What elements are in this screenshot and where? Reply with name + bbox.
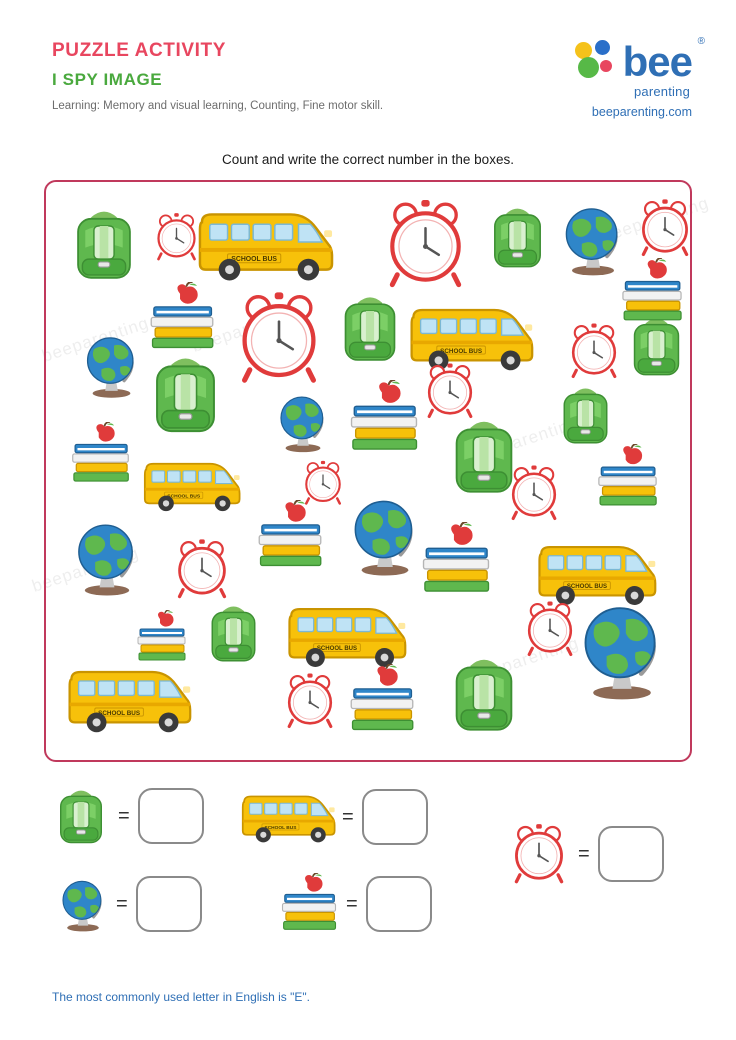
globe-icon [80, 330, 143, 400]
answer-box-bus[interactable] [362, 789, 428, 845]
logo-url: beeparenting.com [591, 105, 692, 119]
bus-icon [142, 456, 241, 514]
clock-icon [236, 290, 322, 386]
clock-icon [424, 362, 476, 420]
answer-box-books[interactable] [366, 876, 432, 932]
books-icon [418, 522, 494, 598]
logo-dots-icon [573, 40, 619, 84]
instruction-text: Count and write the correct number in the boxes. [222, 152, 514, 167]
watermark: beeparenting [469, 413, 582, 466]
answer-row-bus [240, 789, 428, 845]
footer-fact: The most commonly used letter in English is "E". [52, 990, 310, 1004]
answer-row-books [278, 873, 432, 935]
answer-row-backpack [50, 785, 204, 847]
backpack-icon [336, 290, 404, 366]
logo-tagline: parenting [633, 84, 690, 99]
books-icon [68, 422, 133, 487]
logo-word-text: bee [622, 38, 692, 85]
watermark: beeparenting [39, 313, 152, 366]
globe-icon [56, 875, 110, 933]
backpack-icon [50, 785, 112, 847]
page-subtitle: I SPY IMAGE [52, 70, 163, 89]
equals-sign: = [342, 805, 354, 828]
clock-icon [508, 464, 560, 522]
learning-objectives: Learning: Memory and visual learning, Counting, Fine motor skill. [52, 100, 384, 112]
equals-sign: = [346, 892, 358, 915]
clock-icon [524, 600, 576, 658]
puzzle-board [44, 180, 692, 762]
clock-icon [384, 198, 467, 290]
backpack-icon [68, 204, 140, 284]
answer-row-globe [56, 875, 202, 933]
brand-logo[interactable] [532, 36, 704, 119]
backpack-icon [486, 202, 549, 272]
globe-icon [574, 596, 670, 703]
books-icon [346, 664, 418, 736]
answer-box-clock[interactable] [598, 826, 664, 882]
clock-icon [284, 672, 336, 730]
clock-icon [174, 538, 230, 600]
clock-icon [154, 212, 199, 262]
backpack-icon [146, 350, 225, 438]
backpack-icon [446, 652, 522, 736]
clock-icon [568, 322, 620, 380]
books-icon [278, 873, 340, 935]
globe-icon [346, 492, 424, 578]
backpack-icon [556, 382, 615, 448]
clock-icon [638, 198, 692, 258]
books-icon [134, 610, 189, 665]
registered-mark: ® [697, 36, 704, 47]
page-title: PUZZLE ACTIVITY [52, 40, 227, 61]
bus-icon [240, 789, 336, 845]
answer-box-globe[interactable] [136, 876, 202, 932]
watermark: beeparenting [469, 633, 582, 686]
globe-icon [274, 390, 332, 454]
clock-icon [510, 823, 572, 885]
bus-icon [286, 600, 407, 670]
equals-sign: = [578, 842, 590, 865]
globe-icon [70, 516, 144, 598]
answer-box-backpack[interactable] [138, 788, 204, 844]
books-icon [146, 282, 218, 354]
logo-wordmark [622, 36, 704, 85]
bus-icon [66, 662, 192, 736]
equals-sign: = [118, 804, 130, 827]
answer-section [40, 775, 700, 950]
equals-sign: = [116, 892, 128, 915]
backpack-icon [204, 600, 263, 666]
books-icon [346, 380, 422, 456]
bus-icon [196, 204, 334, 284]
books-icon [594, 444, 661, 511]
answer-row-clock [510, 823, 664, 885]
books-icon [254, 500, 326, 572]
books-icon [618, 258, 686, 326]
